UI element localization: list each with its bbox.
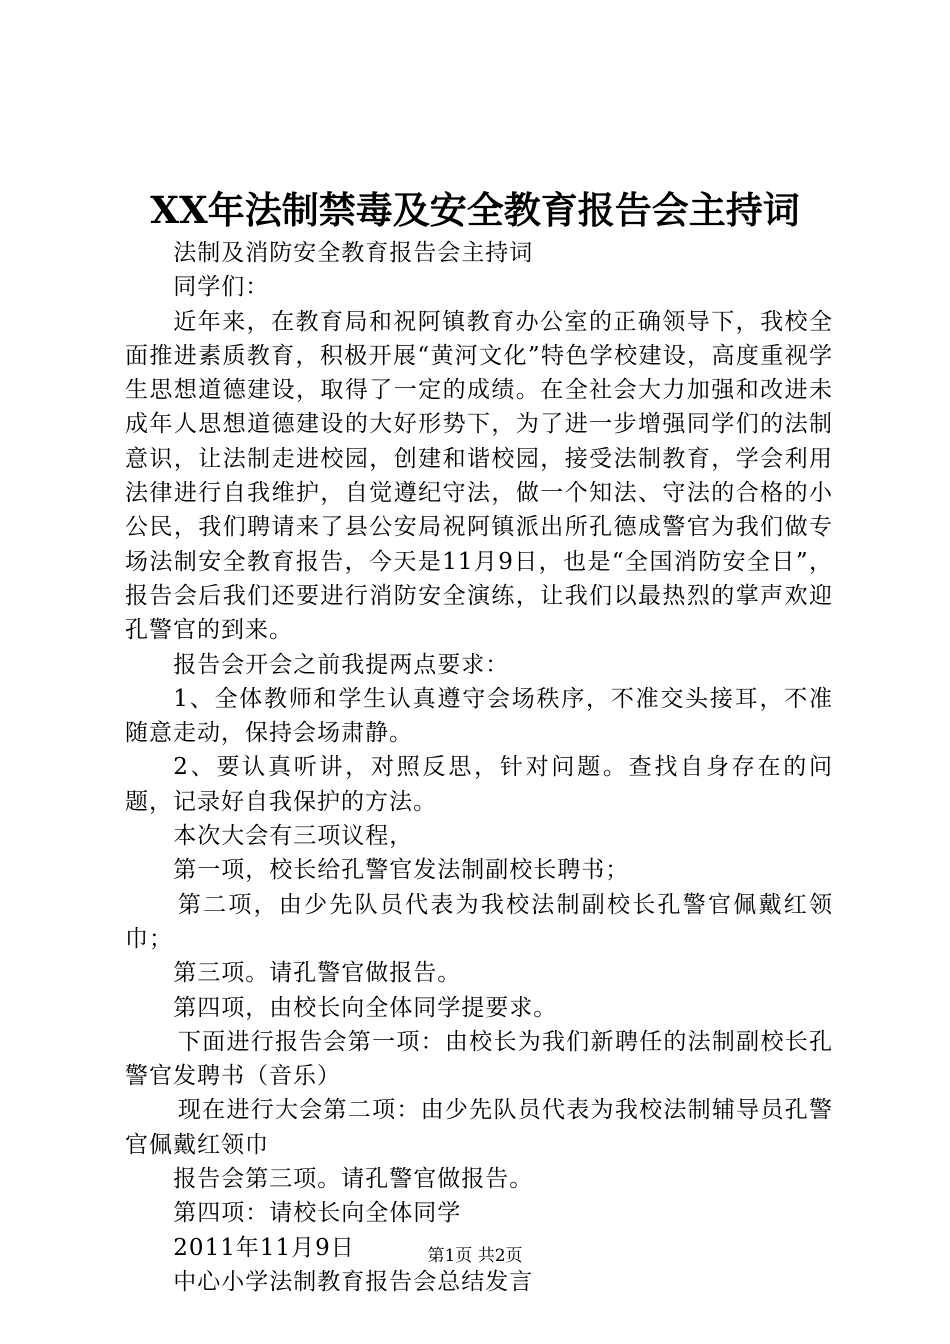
paragraph-greeting: 同学们： <box>173 274 270 301</box>
paragraph-agenda-item-2: 第二项，由少先队员代表为我校法制副校长孔警官佩戴红领巾； <box>125 891 833 952</box>
paragraph-requirements-heading: 报告会开会之前我提两点要求： <box>173 651 510 678</box>
paragraph-date: 2011年11月9日 <box>173 1234 355 1261</box>
paragraph-agenda-item-3: 第三项。请孔警官做报告。 <box>173 960 462 987</box>
page-footer: 第1页 共2页 <box>427 1246 523 1266</box>
paragraph-proceed-item-1: 下面进行报告会第一项：由校长为我们新聘任的法制副校长孔警官发聘书（音乐） <box>125 1028 833 1090</box>
paragraph-proceed-item-2: 现在进行大会第二项：由少先队员代表为我校法制辅导员孔警官佩戴红领巾 <box>125 1097 833 1158</box>
paragraph-agenda-heading: 本次大会有三项议程， <box>173 823 414 850</box>
document-title: XX年法制禁毒及安全教育报告会主持词 <box>150 188 800 232</box>
paragraph-agenda-item-4: 第四项，由校长向全体同学提要求。 <box>173 994 558 1021</box>
paragraph-proceed-item-3: 报告会第三项。请孔警官做报告。 <box>173 1166 534 1193</box>
document-body <box>125 236 833 1299</box>
paragraph-introduction: 近年来，在教育局和祝阿镇教育办公室的正确领导下，我校全面推进素质教育，积极开展“黄河文化”特色学校建设，高度重视学生思想道德建设，取得了一定的成绩。在全社会大力加强和改进未成年人思想道德建设的大好形势下，为了进一步增强同学们的法制意识，让法制走进校园，创建和谐校园，接受法制教育，学会利用法律进行自我维护，自觉遵纪守法，做一个知法、守法的合格的小公民，我们聘请来了县公安局祝阿镇派出所孔德成警官为我们做专场法制安全教育报告，今天是11月9日，也是“全国消防安全日”，报告会后我们还要进行消防安全演练，让我们以最热烈的掌声欢迎孔警官的到来。 <box>125 308 833 644</box>
paragraph-proceed-item-4: 第四项：请校长向全体同学 <box>173 1200 462 1227</box>
paragraph-closing-title: 中心小学法制教育报告会总结发言 <box>173 1268 534 1295</box>
paragraph-requirement-1: 1、全体教师和学生认真遵守会场秩序，不准交头接耳，不准随意走动，保持会场肃静。 <box>125 685 833 747</box>
paragraph-agenda-item-1: 第一项，校长给孔警官发法制副校长聘书； <box>173 857 630 884</box>
paragraph-subtitle: 法制及消防安全教育报告会主持词 <box>173 240 534 266</box>
paragraph-requirement-2: 2、要认真听讲，对照反思，针对问题。查找自身存在的问题，记录好自我保护的方法。 <box>125 754 833 815</box>
